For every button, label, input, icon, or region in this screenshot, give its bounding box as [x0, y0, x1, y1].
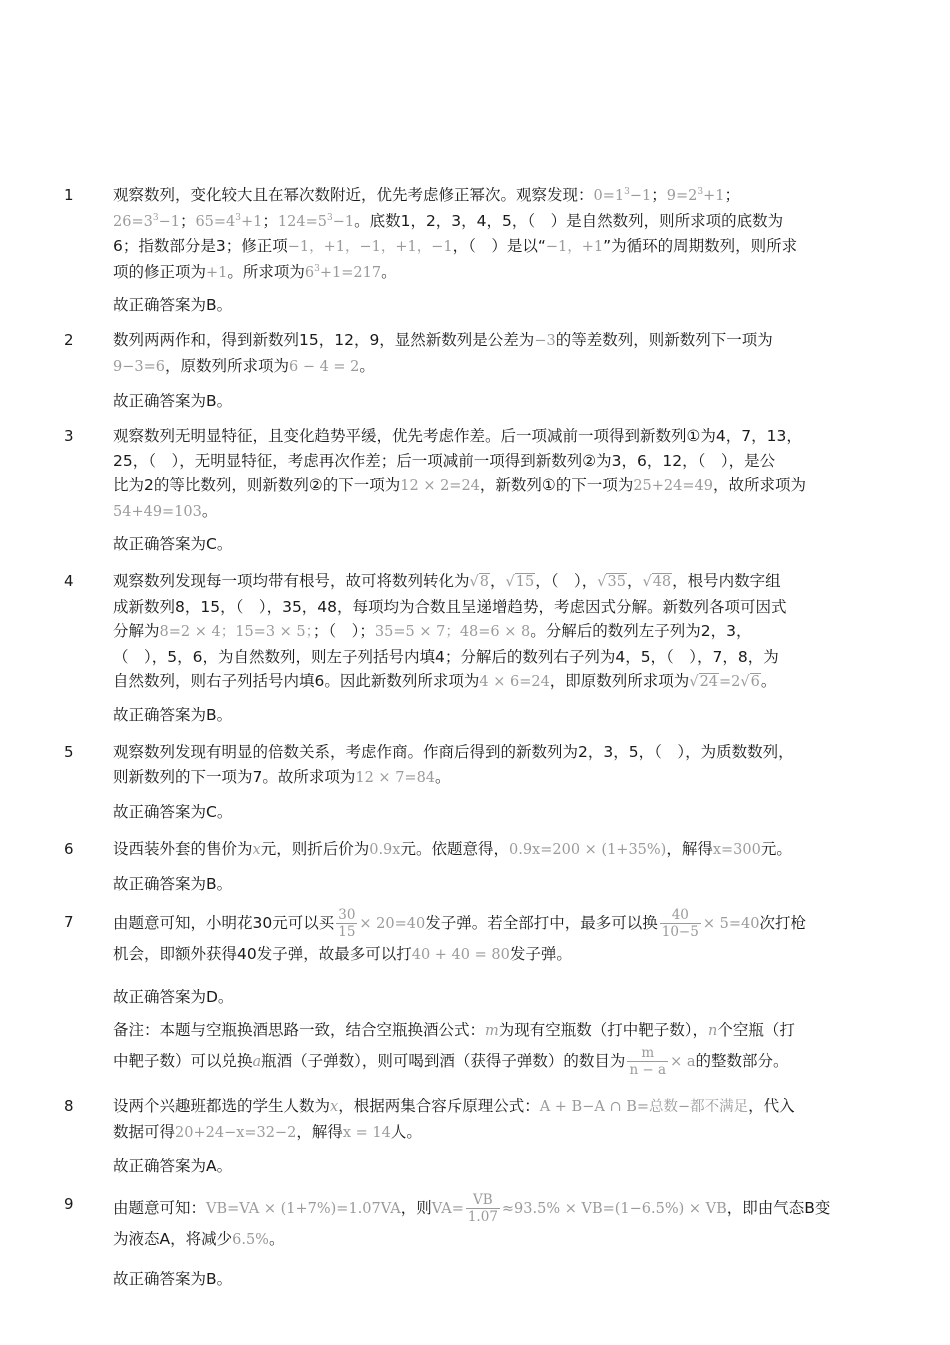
text: ”为循环的周期数列，则所求 — [603, 237, 798, 255]
fraction: $\frac{30}{15}$ — [338, 907, 356, 940]
answer-line: 故正确答案为C。 — [113, 803, 233, 821]
text: 元。 — [760, 840, 792, 858]
text: 。底数1，2，3，4，5，（ ）是自然数列，则所求项的底数为 — [354, 211, 784, 230]
answer-line: 故正确答案为D。 — [113, 988, 234, 1006]
math-expr: 6.5% — [232, 1232, 269, 1248]
text: 。分解后的数列左子列为2，3， — [530, 622, 752, 640]
math-expr: −1，+1，−1，+1，−1 — [287, 239, 453, 255]
text: 瓶酒（子弹数），则可喝到酒（获得子弹数）的数目为 — [261, 1051, 626, 1070]
text: 人。 — [390, 1122, 422, 1141]
math-expr: 40 + 40 = 80 — [411, 947, 510, 963]
math-expr: $0=1^3-1$ — [593, 187, 652, 204]
math-expr: $26=3^3-1$ — [113, 212, 180, 230]
text: 观察数列发现每一项均带有根号，故可将数列转化为 — [113, 572, 470, 590]
item-number: 8 — [64, 1097, 74, 1115]
text: 观察数列无明显特征，且变化趋势平缓，优先考虑作差。后一项减前一项得到新数列①为4，7，13， — [113, 427, 802, 445]
math-expr: 35=5 × 7； — [374, 624, 460, 640]
math-expr: a — [252, 1053, 262, 1070]
math-expr: 8=2 × 4； — [159, 624, 236, 640]
text: ，故所求项为 — [712, 476, 806, 494]
text: ，即由气态B变 — [726, 1199, 831, 1217]
explanation: 观察数列发现每一项均带有根号，故可将数列转化为√8，√15，（ ），√35，√48，根号内数字组 成新数列8，15，（ ），35，48，每项均为合数且呈递增趋势，考虑因式分解。新数列各项可因式 分解为8=2 × 4；15=3 × 5；；（ ）；35=5 × 7；48=6 × 8。分解后的数列左子列为2，3， （ ），5，6，为自然数列，则左子列括号内填4；分解后的数列右子列为4，5，（ ），7，8，为 自然数列，则右子列括号内填6。因此新数列所求项为4 × 6=24，即原数列所求项为√24=2√6。 — [113, 569, 863, 695]
text: 为液态A，将减少 — [113, 1230, 233, 1248]
item-number: 1 — [64, 186, 74, 204]
explanation — [113, 424, 863, 524]
text: 成新数列8，15，（ ），35，48，每项均为合数且呈递增趋势，考虑因式分解。新数列各项可因式 — [113, 597, 787, 616]
math-expr: ≈93.5% × VB=(1−6.5%) × VB — [501, 1201, 727, 1217]
text: ，解得 — [296, 1122, 343, 1141]
text: ，则 — [400, 1199, 432, 1217]
math-expr: n — [708, 1023, 718, 1039]
answer-line: 故正确答案为B。 — [113, 706, 233, 724]
text: 设西装外套的售价为 — [113, 840, 253, 858]
text: 元，则折后价为 — [260, 840, 370, 858]
math-expr: 12 × 2=24 — [400, 478, 480, 494]
math-expr: 48=6 × 8 — [459, 624, 531, 640]
text: 比为2的等比数列，则新数列②的下一项为 — [113, 476, 401, 494]
fraction: $\frac{40}{10-5}$ — [661, 907, 699, 940]
text: 中靶子数）可以兑换 — [113, 1051, 253, 1070]
math-expr: $6^3+1=217$ — [304, 263, 382, 281]
text: 观察数列，变化较大且在幂次数附近，优先考虑修正幂次。观察发现： — [113, 186, 594, 204]
math-expr: x = 14 — [342, 1124, 391, 1141]
sqrt-expr: √24 — [689, 674, 719, 690]
explanation — [113, 183, 863, 285]
sqrt-expr: √8 — [469, 574, 489, 590]
math-expr: 54+49=103 — [113, 503, 202, 520]
text: 元。依题意得， — [400, 840, 509, 858]
answer-line: 故正确答案为B。 — [113, 296, 233, 314]
text: ，根号内数字组 — [672, 572, 781, 590]
sqrt-expr: √35 — [597, 574, 626, 590]
item-number: 5 — [64, 743, 74, 761]
text: 。所求项为 — [227, 262, 305, 281]
text: 设两个兴趣班都选的学生人数为 — [113, 1097, 331, 1115]
math-expr: × a — [670, 1053, 696, 1070]
text: ； — [724, 186, 740, 204]
text: 。 — [268, 1230, 285, 1248]
explanation — [113, 1094, 863, 1145]
item-number: 3 — [64, 427, 74, 445]
text: 发子弹。 — [509, 945, 572, 963]
answer-line: 故正确答案为B。 — [113, 392, 233, 410]
answer-line: 故正确答案为B。 — [113, 875, 233, 893]
text: 数据可得 — [113, 1122, 176, 1141]
text: ，（ ）是以“ — [452, 237, 546, 255]
text: ，即原数列所求项为 — [549, 672, 690, 690]
text: ；（ ）； — [312, 622, 375, 640]
math-expr: 0.9x=200 × (1+35%) — [508, 842, 667, 858]
text: ，代入 — [748, 1097, 795, 1115]
math-expr: × 20=40 — [359, 916, 426, 932]
math-expr: =2 — [719, 674, 741, 690]
text: 的整数部分。 — [695, 1051, 789, 1070]
text: 。 — [359, 356, 375, 375]
text: 6；指数部分是3；修正项 — [113, 237, 288, 255]
text: 分解为 — [113, 622, 160, 640]
text: 。 — [381, 262, 397, 281]
text: ； — [262, 211, 278, 230]
math-expr: x — [252, 842, 261, 858]
explanation — [113, 837, 863, 863]
text: 25，（ ），无明显特征，考虑再次作差；后一项减前一项得到新数列②为3，6，12，（ ），是公 — [113, 451, 776, 470]
answer-line: 故正确答案为C。 — [113, 535, 233, 553]
sqrt-expr: √15 — [505, 574, 535, 590]
text: ； — [651, 186, 667, 204]
explanation — [113, 328, 863, 379]
text: 。 — [201, 501, 218, 520]
text: ，（ ）， — [535, 572, 598, 590]
item-number: 6 — [64, 840, 74, 858]
text: 则新数列的下一项为7。故所求项为 — [113, 767, 356, 786]
math-expr: 0.9x — [369, 842, 401, 858]
math-expr: 15=3 × 5； — [235, 624, 313, 640]
math-expr: 12 × 7=84 — [355, 769, 436, 786]
sqrt-expr: √48 — [642, 574, 672, 590]
text: 项的修正项为 — [113, 262, 207, 281]
math-expr: 9−3=6 — [113, 358, 165, 375]
text: ，原数列所求项为 — [164, 356, 289, 375]
text: 的等差数列，则新数列下一项为 — [555, 331, 773, 349]
math-expr: VB=VA × (1+7%)=1.07VA — [206, 1201, 401, 1217]
text: 备注：本题与空瓶换酒思路一致，结合空瓶换酒公式： — [113, 1021, 486, 1039]
text: 由题意可知： — [113, 1199, 207, 1217]
item-number: 2 — [64, 331, 74, 349]
math-expr: 4 × 6=24 — [479, 674, 550, 690]
math-expr: $9=2^3+1$ — [666, 187, 725, 204]
text: 数列两两作和，得到新数列15，12，9，显然新数列是公差为 — [113, 331, 535, 349]
math-expr: $65=4^3+1$ — [195, 212, 263, 230]
text: ，解得 — [666, 840, 713, 858]
answer-line: 故正确答案为B。 — [113, 1270, 233, 1288]
text: 机会，即额外获得40发子弹，故最多可以打 — [113, 945, 412, 963]
math-expr: × 5=40 — [702, 916, 760, 932]
text: 为现有空瓶数（打中靶子数）， — [498, 1021, 709, 1039]
text: ，根据两集合容斥原理公式： — [338, 1097, 540, 1115]
text: （ ），5，6，为自然数列，则左子列括号内填4；分解后的数列右子列为4，5，（ ），7，8，为 — [113, 647, 779, 666]
math-expr: 20+24−x=32−2 — [175, 1124, 297, 1141]
math-expr: 25+24=49 — [633, 478, 713, 494]
math-expr: +1 — [206, 264, 228, 281]
text: ，新数列①的下一项为 — [479, 476, 634, 494]
text: 自然数列，则右子列括号内填6。因此新数列所求项为 — [113, 672, 480, 690]
math-expr: −1，+1 — [545, 239, 604, 255]
text: 发子弹。若全部打中，最多可以换 — [425, 914, 658, 932]
text: ； — [179, 211, 196, 230]
math-expr: 6 − 4 = 2 — [289, 358, 360, 375]
text: 个空瓶（打 — [717, 1021, 795, 1039]
math-expr: −3 — [534, 333, 556, 349]
note — [113, 1018, 863, 1079]
math-expr: x — [330, 1099, 339, 1115]
math-expr: A + B−A ∩ B=总数−都不满足 — [539, 1099, 749, 1115]
sqrt-expr: √6 — [740, 674, 760, 690]
math-expr: x=300 — [712, 842, 761, 858]
text: 。 — [435, 767, 451, 786]
item-number: 4 — [64, 572, 74, 590]
item-number: 9 — [64, 1195, 74, 1213]
fraction: $\frac{VB}{1.07}$ — [467, 1192, 498, 1225]
math-expr: VA= — [431, 1201, 464, 1217]
text: 由题意可知，小明花30元可以买 — [113, 914, 335, 932]
text: 。 — [760, 672, 777, 690]
math-expr: $124=5^3-1$ — [277, 212, 355, 230]
math-expr: m — [485, 1023, 499, 1039]
text: 观察数列发现有明显的倍数关系，考虑作商。作商后得到的新数列为2，3，5，（ ），为质数数列， — [113, 743, 794, 761]
explanation — [113, 740, 863, 790]
answer-line: 故正确答案为A。 — [113, 1157, 233, 1175]
text: 次打枪 — [759, 914, 806, 932]
fraction: $\frac{m}{n - a}$ — [629, 1044, 667, 1078]
explanation — [113, 905, 863, 968]
item-number: 7 — [64, 913, 74, 931]
explanation — [113, 1190, 863, 1253]
